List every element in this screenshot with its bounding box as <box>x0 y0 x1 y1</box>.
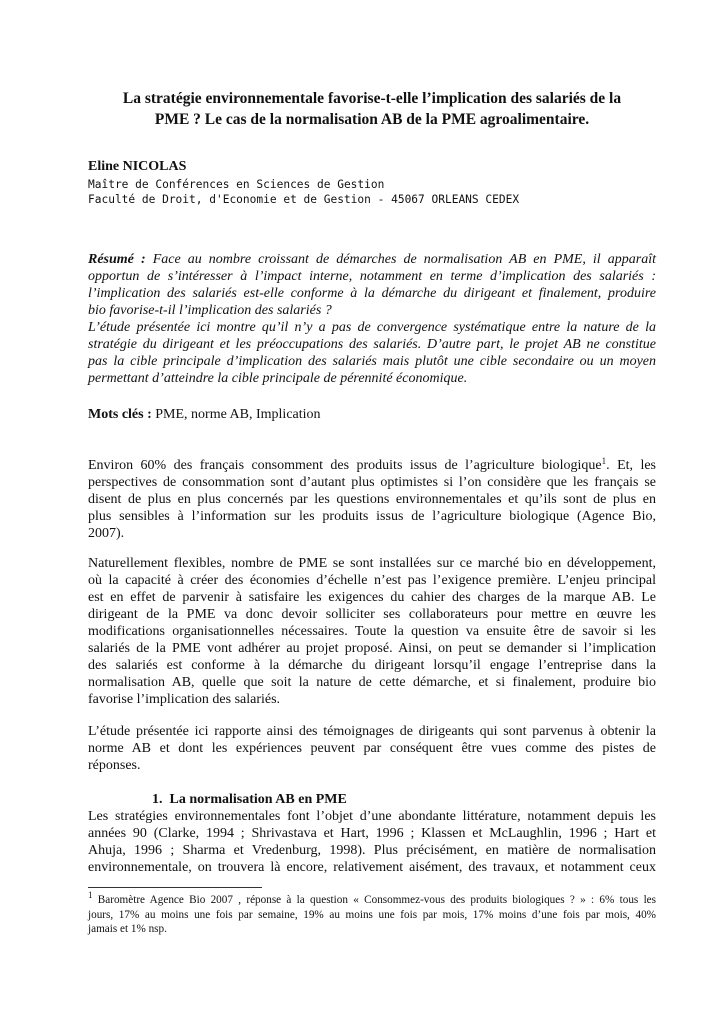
keywords-text: PME, norme AB, Implication <box>151 407 321 422</box>
footnote-reference[interactable]: 1 <box>601 456 607 466</box>
paragraph-line: norme AB et dont les expériences peuvent par conséquent être vues comme des pistes de <box>88 741 656 756</box>
author-affiliation-line: Faculté de Droit, d'Economie et de Gestion - 45067 ORLEANS CEDEX <box>88 193 520 206</box>
paragraph-line: années 90 (Clarke, 1994 ; Shrivastava et Hart, 1996 ; Klassen et McLaughlin, 1996 ; Hart et <box>88 826 656 841</box>
keywords-label: Mots clés : <box>88 407 152 422</box>
footnote-text: Baromètre Agence Bio 2007 , réponse à la question « Consommez-vous des produits biologiques ? » : 6% tous les <box>92 894 656 906</box>
abstract-line: opportun de s’intéresser à l’impact interne, notamment en terme d’implication des salariés : <box>88 269 656 284</box>
paragraph-line: où la capacité à créer des économies d’échelle n’est pas l’exigence première. L’enjeu principal <box>88 573 656 588</box>
paragraph-line: Les stratégies environnementales font l’objet d’une abondante littérature, notamment depuis les <box>88 809 656 824</box>
footnote-separator <box>88 887 262 888</box>
paragraph-line: normalisation AB, quelle que soit la nature de cette démarche, et si finalement, produire bio <box>88 675 656 690</box>
paragraph-line: Naturellement flexibles, nombre de PME se sont installées sur ce marché bio en développement, <box>88 556 656 571</box>
section-number: 1. <box>152 792 163 807</box>
abstract-line: l’implication des salariés est-elle conforme à la démarche du dirigeant et finalement, produire <box>88 286 656 301</box>
paragraph-study <box>88 723 656 774</box>
paragraph-line: réponses. <box>88 758 141 773</box>
abstract-line: stratégie du dirigeant et les préoccupations des salariés. D’autre part, le projet AB ne constitue <box>88 337 656 352</box>
paragraph-line: est en effet de parvenir à satisfaire les exigences du cahier des charges de la marque AB. Le <box>88 590 656 605</box>
paragraph-line: dirigeant de la PME va donc devoir solliciter ses collaborateurs pour mettre en œuvre les <box>88 607 656 622</box>
paragraph-line: plus sensibles à l’information sur les produits issus de l’agriculture biologique (Agence Bio, <box>88 509 656 524</box>
footnote-line <box>88 890 656 908</box>
paragraph-flexibility <box>88 555 656 708</box>
paragraph-line: environnementale, on trouvera là encore, relativement aisément, des travaux, et notamment ceux <box>88 860 656 875</box>
author-name: Eline NICOLAS <box>88 159 187 174</box>
paragraph-literature <box>88 808 656 876</box>
abstract-line: L’étude présentée ici montre qu’il n’y a pas de convergence systématique entre la nature de la <box>88 320 656 335</box>
footnote-marker: 1 <box>88 890 93 900</box>
abstract-text: Face au nombre croissant de démarches de normalisation AB en PME, il apparaît <box>145 252 656 267</box>
abstract-line: permettant d’atteindre la cible principale de pérennité économique. <box>88 371 468 386</box>
keywords <box>88 406 321 423</box>
paragraph-line: 2007). <box>88 526 125 541</box>
footnote <box>88 890 656 937</box>
title-line: PME ? Le cas de la normalisation AB de la PME agroalimentaire. <box>154 111 590 128</box>
paragraph-line: disent de plus en plus concernés par les questions environnementales et qu’ils sont de plus en <box>88 492 656 507</box>
section-heading <box>152 791 347 808</box>
paper-title <box>88 88 656 130</box>
abstract-label: Résumé : <box>88 252 146 267</box>
footnote-line: jamais et 1% nsp. <box>88 923 167 935</box>
paragraph-line: favorise l’implication des salariés. <box>88 692 281 707</box>
paragraph-text: . Et, les <box>606 458 656 473</box>
paragraph-line: modifications organisationnelles nécessaires. Toute la question va ensuite être de savoir si les <box>88 624 656 639</box>
paragraph-line: L’étude présentée ici rapporte ainsi des témoignages de dirigeants qui sont parvenus à obtenir la <box>88 724 656 739</box>
paragraph-line: des salariés est conforme à la démarche du dirigeant lorsqu’il engage l’entreprise dans la <box>88 658 656 673</box>
paragraph-line: salariés de la PME vont adhérer au projet proposé. Ainsi, on peut se demander si l’implication <box>88 641 656 656</box>
title-line: La stratégie environnementale favorise-t-elle l’implication des salariés de la <box>122 90 622 107</box>
section-title: La normalisation AB en PME <box>169 792 347 807</box>
paragraph-line <box>88 457 656 474</box>
paragraph-text: Environ 60% des français consomment des produits issus de l’agriculture biologique <box>88 458 602 473</box>
footnote-line: jours, 17% au moins une fois par semaine, 19% au moins une fois par mois, 17% moins d’une fois par mois, 40% <box>88 908 656 921</box>
abstract <box>88 251 656 387</box>
paragraph-line: Ahuja, 1996 ; Sharma et Vredenburg, 1998). Plus précisément, en matière de normalisation <box>88 843 656 858</box>
abstract-line <box>88 251 656 268</box>
abstract-line: pas la cible principale d’implication des salariés mais plutôt une cible secondaire ou un moyen <box>88 354 656 369</box>
author-affiliation-line: Maître de Conférences en Sciences de Gestion <box>88 178 385 191</box>
paragraph-line: perspectives de consommation sont d’autant plus optimistes si l’on considère que les français se <box>88 475 656 490</box>
paragraph-intro <box>88 457 656 542</box>
abstract-line: bio favorise-t-il l’implication des salariés ? <box>88 303 332 318</box>
